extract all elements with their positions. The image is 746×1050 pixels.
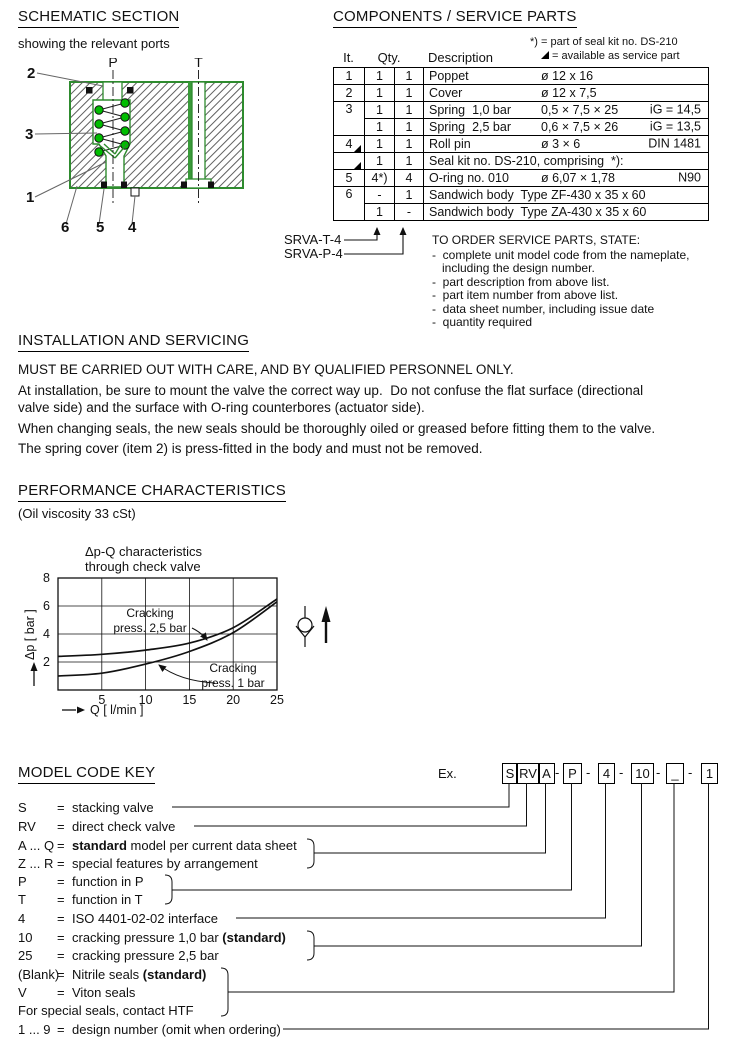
description-cell: Sandwich body Type ZF-430 x 35 x 60 (424, 187, 709, 204)
col-header-qty: Qty. (377, 50, 401, 65)
svg-text:15: 15 (182, 693, 197, 707)
item-no: 4 (334, 136, 365, 153)
installation-line: At installation, be sure to mount the valve the correct way up. Do not confuse the flat surface (directional (18, 383, 644, 398)
schematic-section-heading (18, 8, 179, 28)
chart-title-line1: Δp-Q characteristics (85, 544, 203, 559)
item-label-5: 5 (96, 219, 105, 236)
code-box-p: P (563, 763, 582, 784)
qty-t: 1 (365, 119, 395, 136)
performance-title: PERFORMANCE CHARACTERISTICS (18, 482, 286, 502)
item-no: 1 (334, 68, 365, 85)
svg-text:25: 25 (270, 693, 284, 707)
model-code-row: V = Viton seals (18, 985, 136, 1000)
qty-t: 1 (365, 102, 395, 119)
code-box-rv: RV (516, 763, 540, 784)
x-axis-label: Q [ l/min ] (90, 703, 144, 717)
table-row (334, 170, 709, 187)
col-header-description: Description (428, 50, 494, 65)
components-title: COMPONENTS / SERVICE PARTS (333, 8, 577, 28)
item-label-4: 4 (128, 219, 137, 236)
model-code-row: S = stacking valve (18, 800, 154, 815)
svg-text:6: 6 (43, 599, 50, 613)
oil-viscosity-note: (Oil viscosity 33 cSt) (18, 506, 136, 521)
item-label-1: 1 (26, 189, 35, 206)
qty-p: 1 (395, 85, 424, 102)
port-p-label: P (108, 58, 118, 70)
schematic-section-drawing (20, 58, 310, 238)
model-code-row: 25 = cracking pressure 2,5 bar (18, 948, 219, 963)
col-header-item: It. (343, 50, 354, 65)
service-part-triangle-icon (354, 162, 361, 169)
qty-p: 1 (395, 136, 424, 153)
svg-text:20: 20 (226, 693, 241, 707)
model-code-connectors (0, 755, 746, 1050)
order-line: - data sheet number, including issue date (432, 301, 655, 316)
description-cell: Roll pin ø 3 × 6 DIN 1481 (424, 136, 709, 153)
components-table (333, 67, 709, 221)
annotation-25bar-line1: Cracking (126, 606, 174, 620)
code-box-s: S (502, 763, 518, 784)
description-cell: O-ring no. 010 ø 6,07 × 1,78 N90 (424, 170, 709, 187)
table-row (334, 85, 709, 102)
y-axis-label: Δp [ bar ] (23, 609, 37, 660)
description-cell: Poppet ø 12 x 16 (424, 68, 709, 85)
item-no: 3 (334, 102, 365, 136)
installation-title: INSTALLATION AND SERVICING (18, 332, 249, 352)
port-t-label: T (194, 58, 203, 70)
description-cell: Cover ø 12 x 7,5 (424, 85, 709, 102)
svg-text:5: 5 (98, 693, 106, 707)
qty-t: 1 (365, 136, 395, 153)
order-line: - part item number from above list. (432, 288, 619, 303)
model-code-row: T = function in T (18, 892, 143, 907)
y-axis-arrow-icon (31, 662, 38, 686)
installation-line: MUST BE CARRIED OUT WITH CARE, AND BY QUALIFIED PERSONNEL ONLY. (18, 362, 514, 377)
order-title: TO ORDER SERVICE PARTS, STATE: (432, 233, 641, 247)
order-line: - complete unit model code from the nameplate, (432, 248, 690, 262)
code-box-4: 4 (598, 763, 615, 784)
installation-line: valve side) and the surface with O-ring counterbores (actuator side). (18, 400, 425, 415)
schematic-subtitle: showing the relevant ports (18, 36, 170, 51)
code-box-blank: _ (666, 763, 684, 784)
table-row (334, 136, 709, 153)
table-row (334, 119, 709, 136)
seal-kit-note: *) = part of seal kit no. DS-210 (530, 36, 678, 48)
model-code-row: 1 ... 9 = design number (omit when ordering) (18, 1022, 281, 1037)
check-valve-symbol-icon (296, 606, 314, 647)
installation-line: The spring cover (item 2) is press-fitted in the body and must not be removed. (18, 441, 483, 456)
service-part-triangle-icon (354, 145, 361, 152)
code-box-1: 1 (701, 763, 718, 784)
dp-q-chart (20, 540, 360, 732)
schematic-title: SCHEMATIC SECTION (18, 8, 179, 28)
qty-t: 4*) (365, 170, 395, 187)
installation-line: When changing seals, the new seals should be thoroughly oiled or greased before fitting them to the valve. (18, 421, 656, 436)
service-part-triangle-icon (541, 51, 549, 59)
item-label-6: 6 (61, 219, 70, 236)
model-code-title: MODEL CODE KEY (18, 764, 155, 784)
components-section-heading (333, 8, 577, 28)
qty-p: 1 (395, 119, 424, 136)
table-row (334, 153, 709, 170)
item-no: 6 (334, 187, 365, 221)
item-no: 5 (334, 170, 365, 187)
order-line: - part description from above list. (432, 274, 610, 289)
code-dash: - (656, 765, 661, 780)
x-axis-arrow-icon (62, 707, 85, 714)
item-label-2: 2 (27, 65, 36, 82)
order-line: including the design number. (442, 261, 595, 276)
model-code-row: P = function in P (18, 874, 144, 889)
svg-text:4: 4 (43, 627, 50, 641)
annotation-1bar-line2: press. 1 bar (201, 676, 265, 690)
svg-text:2: 2 (43, 655, 50, 669)
roll-pin (131, 188, 139, 196)
table-row (334, 68, 709, 85)
annotation-1bar-line1: Cracking (209, 661, 257, 675)
model-code-row: (Blank)= Nitrile seals (standard) (18, 967, 207, 982)
qty-column-arrows (280, 222, 430, 267)
performance-section-heading (18, 482, 286, 502)
model-code-row: 4 = ISO 4401-02-02 interface (18, 911, 218, 926)
model-code-row: A ... Q = standard model per current data sheet (18, 838, 297, 853)
code-box-a: A (538, 763, 555, 784)
model-label-srva-t4: SRVA-T-4 (284, 232, 342, 247)
qty-t: - (365, 187, 395, 204)
table-row (334, 102, 709, 119)
qty-t: 1 (365, 68, 395, 85)
annotation-25bar-line2: press. 2,5 bar (113, 621, 187, 635)
model-code-row: Z ... R = special features by arrangement (18, 856, 258, 871)
qty-p: 4 (395, 170, 424, 187)
code-dash: - (586, 765, 591, 780)
flow-direction-arrow-icon (322, 606, 331, 643)
qty-p: - (395, 204, 424, 221)
qty-p: 1 (395, 153, 424, 170)
qty-t: 1 (365, 204, 395, 221)
svg-text:10: 10 (138, 693, 153, 707)
code-dash: - (555, 765, 560, 780)
table-row (334, 187, 709, 204)
qty-t: 1 (365, 153, 395, 170)
item-label-3: 3 (25, 126, 34, 143)
example-label: Ex. (438, 766, 457, 781)
model-code-row: For special seals, contact HTF (18, 1003, 194, 1018)
model-label-srva-p4: SRVA-P-4 (284, 246, 343, 261)
qty-p: 1 (395, 68, 424, 85)
description-cell: Sandwich body Type ZA-430 x 35 x 60 (424, 204, 709, 221)
model-code-row: 10 = cracking pressure 1,0 bar (standard) (18, 930, 286, 945)
model-code-row: RV = direct check valve (18, 819, 176, 834)
qty-t: 1 (365, 85, 395, 102)
item-no (334, 153, 365, 170)
chart-title-line2: through check valve (85, 559, 201, 574)
qty-p: 1 (395, 102, 424, 119)
svg-text:8: 8 (43, 571, 50, 585)
qty-p: 1 (395, 187, 424, 204)
description-cell: Seal kit no. DS-210, comprising *): (424, 153, 709, 170)
installation-section-heading (18, 332, 249, 352)
description-cell: Spring 2,5 bar 0,6 × 7,5 × 26 iG = 13,5 (424, 119, 709, 136)
order-line: - quantity required (432, 315, 533, 330)
code-dash: - (688, 765, 693, 780)
description-cell: Spring 1,0 bar 0,5 × 7,5 × 25 iG = 14,5 (424, 102, 709, 119)
code-box-10: 10 (631, 763, 654, 784)
service-part-note: = available as service part (541, 50, 680, 62)
code-dash: - (619, 765, 624, 780)
item-no: 2 (334, 85, 365, 102)
table-row (334, 204, 709, 221)
order-instructions (432, 249, 689, 329)
